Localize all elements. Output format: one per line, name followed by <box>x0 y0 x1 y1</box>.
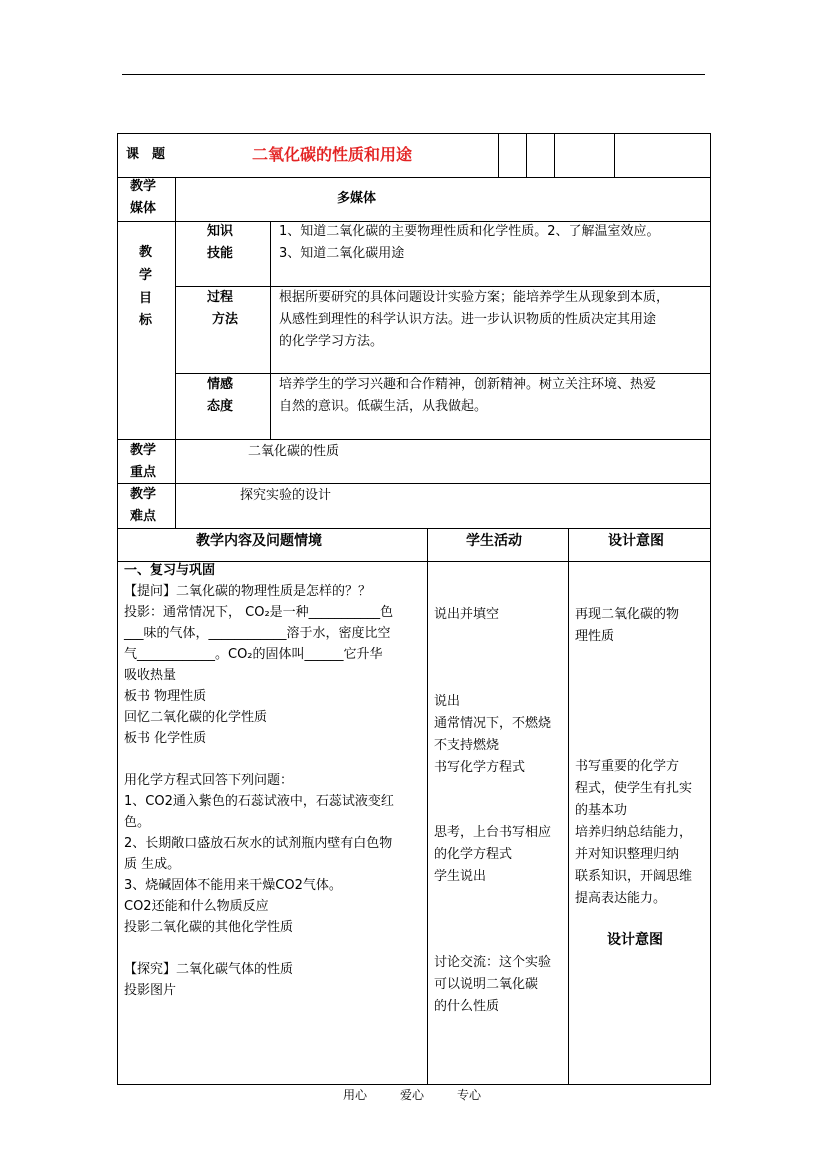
knowledge-text-1: 1、知道二氧化碳的主要物理性质和化学性质。2、了解温室效应。 <box>279 224 660 239</box>
content-line: 一、复习与巩固 <box>124 563 216 578</box>
intent-heading-2: 设计意图 <box>607 932 663 948</box>
activity-block <box>434 691 564 779</box>
content-line: ___味的气体，____________溶于水，密度比空 <box>124 626 391 641</box>
column-header-activity: 学生活动 <box>466 533 522 549</box>
intent-block <box>575 604 707 648</box>
emotion-label-1: 情感 <box>207 377 234 392</box>
activity-line: 的化学方程式 <box>434 847 513 862</box>
column-header-content: 教学内容及问题情境 <box>196 533 322 549</box>
activity-line: 讨论交流：这个实验 <box>434 955 552 970</box>
page-title: 二氧化碳的性质和用途 <box>252 145 413 164</box>
header-rule <box>122 74 705 75</box>
goals-label-4: 标 <box>139 313 153 328</box>
intent-line: 书写重要的化学方 <box>575 759 680 774</box>
content-line: 气____________。CO₂的固体叫______它升华 <box>124 647 383 662</box>
emotion-label-2: 态度 <box>207 399 234 414</box>
focus-label-2: 重点 <box>130 465 157 480</box>
focus-label-1: 教学 <box>130 443 157 458</box>
content-line: 质 生成。 <box>124 857 181 872</box>
knowledge-text-2: 3、知道二氧化碳用途 <box>279 246 405 261</box>
intent-line: 的基本功 <box>575 803 628 818</box>
activity-block <box>434 822 564 888</box>
column-header-intent: 设计意图 <box>608 533 664 549</box>
goals-label-2: 学 <box>139 268 153 283</box>
media-label-1: 教学 <box>130 179 157 194</box>
activity-line: 说出 <box>434 694 461 709</box>
activity-line: 的什么性质 <box>434 999 500 1014</box>
activity-line: 思考，上台书写相应 <box>434 825 552 840</box>
process-label-1: 过程 <box>207 290 234 305</box>
knowledge-label-2: 技能 <box>207 246 234 261</box>
activity-line: 通常情况下，不燃烧 <box>434 716 552 731</box>
content-column <box>124 561 424 1001</box>
footer-word-1: 用心 <box>343 1088 368 1102</box>
content-line: 回忆二氧化碳的化学性质 <box>124 710 268 725</box>
emotion-text-2: 自然的意识。低碳生活，从我做起。 <box>279 399 488 414</box>
content-line: 色。 <box>124 815 151 830</box>
difficulty-value: 探究实验的设计 <box>240 488 332 503</box>
intent-line: 培养归纳总结能力， <box>575 825 693 840</box>
process-text-3: 的化学学习方法。 <box>279 334 384 349</box>
activity-line: 不支持燃烧 <box>434 738 500 753</box>
content-line: 投影图片 <box>124 983 177 998</box>
activity-line: 学生说出 <box>434 869 487 884</box>
difficulty-label-2: 难点 <box>130 509 157 524</box>
goals-label-3: 目 <box>139 291 153 306</box>
content-line <box>124 749 424 770</box>
content-line: 投影二氧化碳的其他化学性质 <box>124 920 294 935</box>
emotion-text-1: 培养学生的学习兴趣和合作精神，创新精神。树立关注环境、热爱 <box>279 377 657 392</box>
intent-line: 提高表达能力。 <box>575 891 667 906</box>
intent-line: 程式，使学生有扎实 <box>575 781 693 796</box>
intent-line: 联系知识，开阔思维 <box>575 869 693 884</box>
content-line: 板书 物理性质 <box>124 689 207 704</box>
intent-block <box>575 756 707 910</box>
activity-block <box>434 604 564 626</box>
process-text-1: 根据所要研究的具体问题设计实验方案；能培养学生从现象到本质， <box>279 290 670 305</box>
goals-label-1: 教 <box>139 245 153 260</box>
content-line: CO2还能和什么物质反应 <box>124 899 269 914</box>
topic-label: 课 题 <box>126 147 166 162</box>
media-value: 多媒体 <box>337 191 377 206</box>
intent-line: 再现二氧化碳的物 <box>575 607 680 622</box>
content-line: 【探究】二氧化碳气体的性质 <box>124 962 294 977</box>
activity-line: 书写化学方程式 <box>434 760 526 775</box>
media-label-2: 媒体 <box>130 201 157 216</box>
content-line: 板书 化学性质 <box>124 731 207 746</box>
difficulty-label-1: 教学 <box>130 487 157 502</box>
activity-line: 可以说明二氧化碳 <box>434 977 539 992</box>
footer-word-2: 爱心 <box>400 1088 425 1102</box>
content-line: 吸收热量 <box>124 668 177 683</box>
content-line: 3、烧碱固体不能用来干燥CO2气体。 <box>124 878 342 893</box>
content-line <box>124 938 424 959</box>
footer-word-3: 专心 <box>457 1088 482 1102</box>
focus-value: 二氧化碳的性质 <box>248 444 340 459</box>
process-text-2: 从感性到理性的科学认识方法。进一步认识物质的性质决定其用途 <box>279 312 657 327</box>
content-line: 2、长期敞口盛放石灰水的试剂瓶内壁有白色物 <box>124 836 393 851</box>
content-line: 投影：通常情况下， CO₂是一种___________色 <box>124 605 394 620</box>
process-label-2: 方法 <box>212 312 239 327</box>
content-line: 1、CO2通入紫色的石蕊试液中，石蕊试液变红 <box>124 794 394 809</box>
content-line: 用化学方程式回答下列问题： <box>124 773 294 788</box>
content-line: 【提问】二氧化碳的物理性质是怎样的？？ <box>124 584 372 599</box>
intent-line: 并对知识整理归纳 <box>575 847 680 862</box>
intent-line: 理性质 <box>575 629 615 644</box>
activity-line: 说出并填空 <box>434 607 500 622</box>
activity-block <box>434 952 564 1018</box>
knowledge-label-1: 知识 <box>207 224 234 239</box>
